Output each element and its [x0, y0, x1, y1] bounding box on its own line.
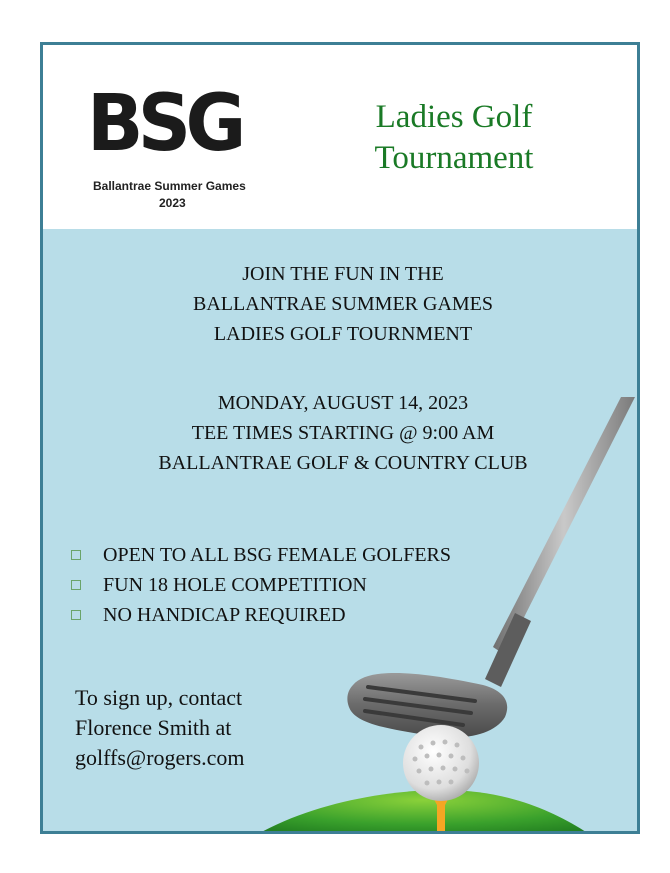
checkbox-bullet-icon	[71, 580, 81, 590]
title-line-1: Ladies Golf	[375, 99, 533, 135]
list-item	[71, 570, 531, 600]
event-tee-times: TEE TIMES STARTING @ 9:00 AM	[191, 422, 495, 444]
contact-email: golffs@rogers.com	[75, 745, 245, 770]
contact-info	[75, 683, 335, 773]
title-line-2: Tournament	[374, 140, 534, 176]
logo-year: 2023	[159, 196, 186, 210]
checkbox-bullet-icon	[71, 610, 81, 620]
feature-list	[71, 540, 531, 630]
intro-line-3: LADIES GOLF TOURNMENT	[213, 323, 473, 345]
list-item	[71, 600, 531, 630]
flyer-header	[43, 45, 637, 229]
checkbox-bullet-icon	[71, 550, 81, 560]
list-item-text: NO HANDICAP REQUIRED	[103, 603, 346, 626]
list-item	[71, 540, 531, 570]
flyer-frame	[40, 42, 640, 834]
contact-line-2: Florence Smith at	[75, 715, 232, 740]
event-date: MONDAY, AUGUST 14, 2023	[217, 392, 469, 414]
golf-ball	[403, 725, 479, 801]
green-mound	[248, 790, 598, 834]
flyer-title	[339, 97, 569, 179]
bsg-logo: BSG	[87, 79, 241, 169]
intro-line-2: BALLANTRAE SUMMER GAMES	[192, 293, 494, 315]
intro-line-1: JOIN THE FUN IN THE	[242, 263, 444, 285]
intro-block	[123, 259, 563, 349]
list-item-text: OPEN TO ALL BSG FEMALE GOLFERS	[103, 543, 452, 566]
contact-line-1: To sign up, contact	[75, 685, 243, 710]
list-item-text: FUN 18 HOLE COMPETITION	[103, 573, 367, 596]
event-details	[123, 388, 563, 478]
logo-subtitle: Ballantrae Summer Games	[93, 179, 246, 193]
event-venue: BALLANTRAE GOLF & COUNTRY CLUB	[158, 452, 528, 474]
